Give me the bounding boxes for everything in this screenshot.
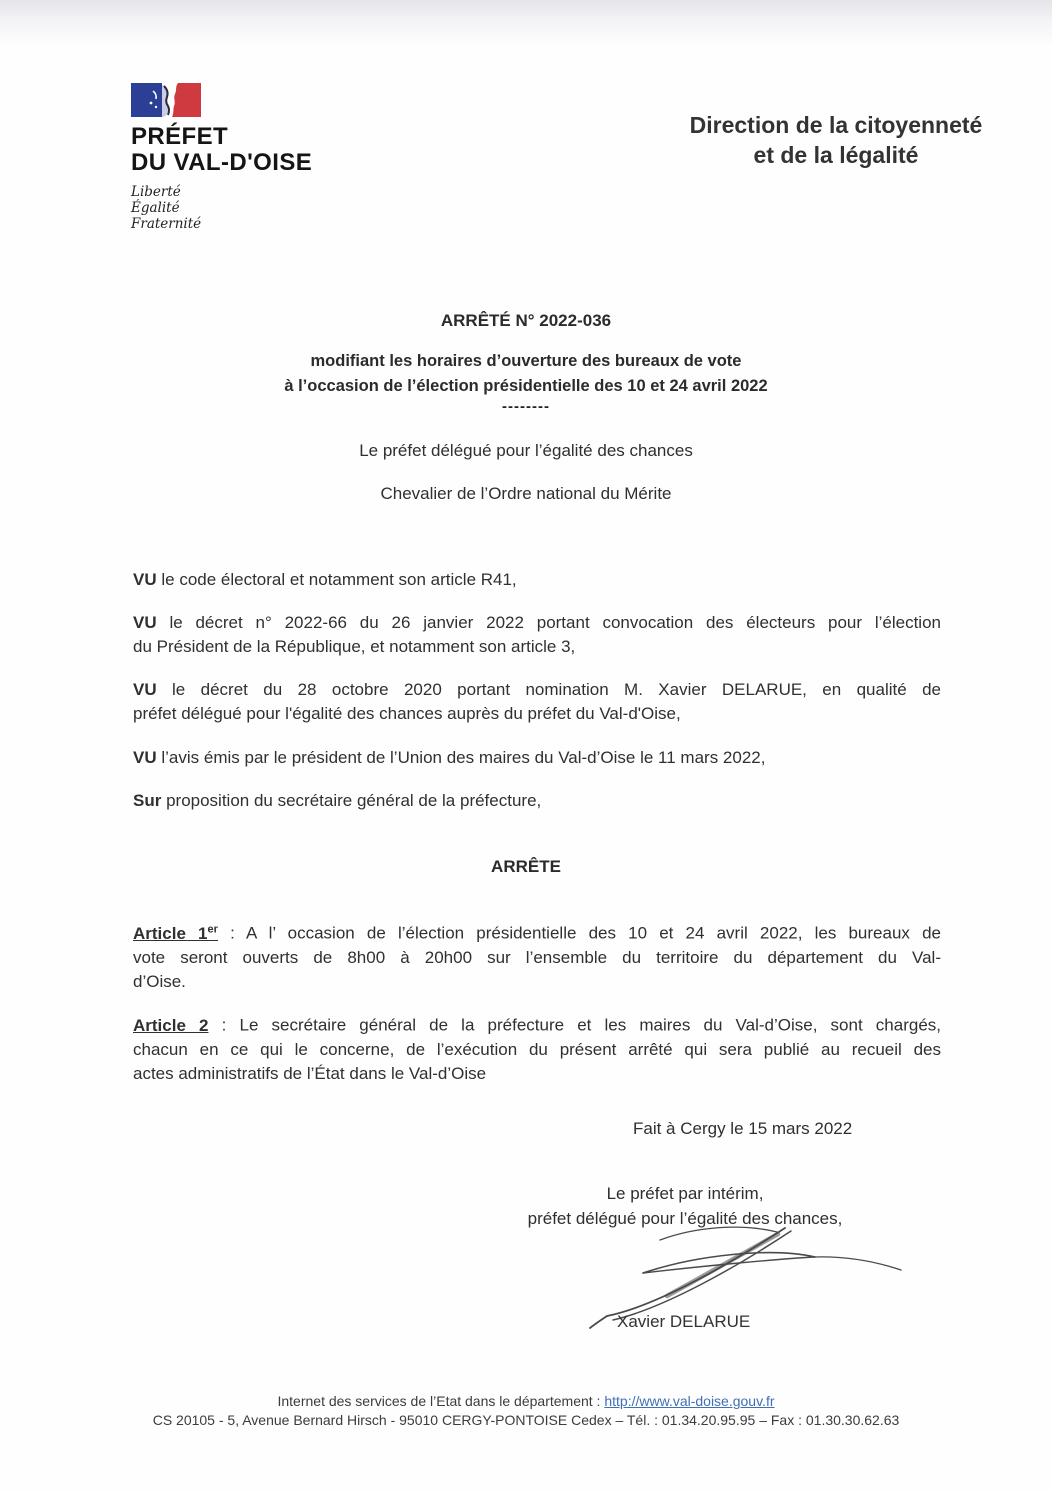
recital-text: du Président de la République, et notamment son article 3, [133, 637, 576, 656]
recital-text: l’avis émis par le président de l’Union des maires du Val-d’Oise le 11 mars 2022, [161, 748, 766, 767]
decree-subtitle [0, 349, 1052, 399]
footer-website-link[interactable]: http://www.val-doise.gouv.fr [604, 1393, 775, 1409]
recital-paragraph [133, 568, 941, 592]
scan-shade-artifact [0, 0, 1052, 46]
recital-text: le code électoral et notamment son article R41, [161, 570, 517, 589]
motto-liberte: Liberté [131, 184, 181, 200]
recital-lead: VU [133, 680, 157, 699]
recital-text: le décret n° 2022-66 du 26 janvier 2022 portant convocation des électeurs pour l’élection [169, 613, 941, 632]
motto-egalite: Égalité [131, 200, 180, 216]
recital-lead: VU [133, 613, 157, 632]
article-2-label: Article 2 [133, 1015, 209, 1035]
signature-title-line2: préfet délégué pour l’égalité des chances, [527, 1209, 843, 1228]
article-1-label: Article 1er [133, 923, 218, 943]
direction-header [650, 110, 1022, 170]
prefecture-name-line2: DU VAL-D'OISE [131, 149, 313, 176]
decree-subtitle-line1: modifiant les horaires d’ouverture des bureaux de vote [310, 352, 742, 370]
recital-text: proposition du secrétaire général de la préfecture, [166, 791, 542, 810]
article-text: actes administratifs de l’État dans le Val-d’Oise [133, 1063, 487, 1083]
prefecture-name-line1: PRÉFET [131, 123, 229, 150]
footer-address-line: CS 20105 - 5, Avenue Bernard Hirsch - 95010 CERGY-PONTOISE Cedex – Tél. : 01.34.20.95.95 – Fax : 01.30.30.62.63 [152, 1412, 900, 1428]
signatory-name: Xavier DELARUE [617, 1312, 751, 1331]
recital-paragraph [133, 789, 941, 813]
government-logo [131, 83, 431, 232]
recital-paragraph [133, 678, 941, 726]
recital-paragraph [133, 611, 941, 659]
direction-line2: et de la légalité [753, 142, 919, 168]
motto-fraternite: Fraternité [131, 216, 202, 232]
separator-dashes: -------- [502, 398, 550, 415]
recital-lead: Sur [133, 791, 162, 810]
signature-title-line1: Le préfet par intérim, [606, 1184, 764, 1203]
recital-lead: VU [133, 570, 157, 589]
french-flag-marianne-icon [131, 83, 201, 118]
article-text: vote seront ouverts de 8h00 à 20h00 sur l’ensemble du territoire du département du Val- [133, 947, 941, 967]
direction-line1: Direction de la citoyenneté [689, 112, 983, 138]
recital-lead: VU [133, 748, 157, 767]
republic-motto [131, 184, 431, 232]
issuer-line1: Le préfet délégué pour l’égalité des chances [359, 441, 693, 460]
article-1-superscript: er [207, 923, 218, 935]
recital-text: préfet délégué pour l'égalité des chances auprès du préfet du Val-d'Oise, [133, 704, 681, 723]
article-1-paragraph [133, 917, 941, 994]
decree-number-title: ARRÊTÉ N° 2022-036 [440, 311, 612, 330]
article-text: chacun en ce qui le concerne, de l’exécution du présent arrêté qui sera publié au recueil des [133, 1039, 941, 1059]
article-text: : A l’ occasion de l’élection présidentielle des 10 et 24 avril 2022, les bureaux de [230, 923, 941, 943]
signature-title [480, 1181, 890, 1231]
article-2-paragraph [133, 1009, 941, 1086]
issuer-line2: Chevalier de l’Ordre national du Mérite [380, 484, 672, 503]
footer [0, 1392, 1052, 1430]
recital-paragraph [133, 746, 941, 770]
recital-text: le décret du 28 octobre 2020 portant nomination M. Xavier DELARUE, en qualité de [172, 680, 941, 699]
footer-internet-label: Internet des services de l’Etat dans le département : [277, 1393, 601, 1409]
article-text: d’Oise. [133, 971, 186, 991]
decree-heading: ARRÊTE [491, 857, 561, 876]
article-text: : Le secrétaire général de la préfecture et les maires du Val-d’Oise, sont chargés, [221, 1015, 942, 1035]
place-and-date: Fait à Cergy le 15 mars 2022 [633, 1119, 853, 1138]
footer-line1 [0, 1392, 1052, 1411]
decree-subtitle-line2: à l’occasion de l’élection présidentielle des 10 et 24 avril 2022 [284, 377, 768, 395]
